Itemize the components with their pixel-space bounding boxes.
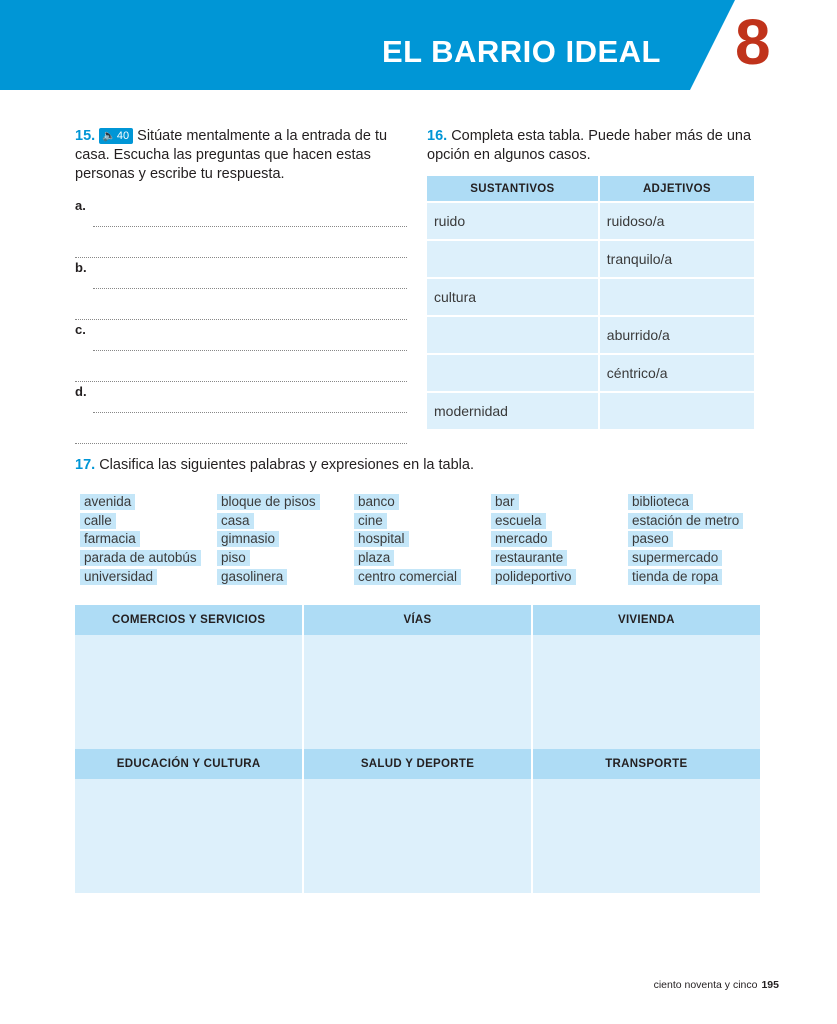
noun-cell[interactable]: [427, 317, 598, 353]
word-chip[interactable]: mercado: [491, 531, 628, 547]
word-chip[interactable]: piso: [217, 550, 354, 566]
category-header: EDUCACIÓN Y CULTURA: [75, 749, 303, 779]
answer-line[interactable]: [75, 443, 407, 444]
chapter-number: 8: [735, 6, 771, 78]
item-letter: d.: [75, 384, 87, 399]
word-chip[interactable]: calle: [80, 513, 217, 529]
exercise-15: [75, 127, 415, 184]
page-number: 195: [761, 979, 779, 991]
exercise-number: 17.: [75, 457, 96, 473]
column-header-adjectives: ADJETIVOS: [600, 176, 754, 201]
word-chip[interactable]: paseo: [628, 531, 768, 547]
category-header: COMERCIOS Y SERVICIOS: [75, 605, 303, 635]
word-chip[interactable]: tienda de ropa: [628, 569, 768, 585]
word-chip[interactable]: gasolinera: [217, 569, 354, 585]
word-chip[interactable]: avenida: [80, 494, 217, 510]
answer-row-continuation[interactable]: [75, 227, 407, 258]
answer-row-continuation[interactable]: [75, 413, 407, 444]
exercise-16: [427, 127, 767, 165]
category-answer-cell[interactable]: [75, 779, 303, 893]
word-chip[interactable]: farmacia: [80, 531, 217, 547]
item-letter: b.: [75, 260, 87, 275]
noun-cell[interactable]: [427, 241, 598, 277]
word-chip[interactable]: gimnasio: [217, 531, 354, 547]
word-chip[interactable]: universidad: [80, 569, 217, 585]
word-chip[interactable]: parada de autobús: [80, 550, 217, 566]
word-chip[interactable]: estación de metro: [628, 513, 768, 529]
adjective-cell[interactable]: aburrido/a: [600, 317, 754, 353]
exercise-17: [75, 456, 474, 475]
category-header: SALUD Y DEPORTE: [303, 749, 531, 779]
word-chip[interactable]: centro comercial: [354, 569, 491, 585]
chapter-title: EL BARRIO IDEAL: [381, 34, 661, 69]
column-header-nouns: SUSTANTIVOS: [427, 176, 598, 201]
table-row: [427, 241, 754, 277]
answer-row-a[interactable]: [75, 196, 407, 227]
word-chip[interactable]: supermercado: [628, 550, 768, 566]
word-chip[interactable]: plaza: [354, 550, 491, 566]
noun-cell[interactable]: cultura: [427, 279, 598, 315]
answer-lines: [75, 196, 407, 444]
speaker-icon: 🔈: [102, 130, 116, 142]
category-answer-cell[interactable]: [303, 635, 531, 749]
audio-track-badge[interactable]: [99, 128, 133, 144]
item-letter: a.: [75, 198, 86, 213]
word-chip[interactable]: escuela: [491, 513, 628, 529]
adjective-cell[interactable]: [600, 393, 754, 429]
category-answer-cell[interactable]: [532, 635, 760, 749]
word-chip[interactable]: banco: [354, 494, 491, 510]
table-row: [427, 279, 754, 315]
table-row: [427, 317, 754, 353]
category-header: VIVIENDA: [532, 605, 760, 635]
answer-row-continuation[interactable]: [75, 351, 407, 382]
word-chip[interactable]: casa: [217, 513, 354, 529]
exercise-instruction: Clasifica las siguientes palabras y expresiones en la tabla.: [99, 457, 474, 473]
table-row: [427, 393, 754, 429]
exercise-instruction: Sitúate mentalmente a la entrada de tu casa. Escucha las preguntas que hacen estas personas y escribe tu respuesta.: [75, 128, 388, 182]
exercise-number: 15.: [75, 128, 96, 144]
item-letter: c.: [75, 322, 86, 337]
noun-cell[interactable]: modernidad: [427, 393, 598, 429]
word-chip[interactable]: polideportivo: [491, 569, 628, 585]
word-chip[interactable]: hospital: [354, 531, 491, 547]
page-number-text: ciento noventa y cinco: [653, 979, 758, 991]
word-chip[interactable]: biblioteca: [628, 494, 768, 510]
adjective-cell[interactable]: [600, 279, 754, 315]
table-row: [427, 355, 754, 391]
adjective-cell[interactable]: céntrico/a: [600, 355, 754, 391]
answer-row-b[interactable]: [75, 258, 407, 289]
category-header: VÍAS: [303, 605, 531, 635]
noun-cell[interactable]: [427, 355, 598, 391]
exercise-instruction: Completa esta tabla. Puede haber más de una opción en algunos casos.: [427, 128, 752, 163]
noun-cell[interactable]: ruido: [427, 203, 598, 239]
page-footer: [654, 979, 779, 991]
word-chip[interactable]: bloque de pisos: [217, 494, 354, 510]
word-chip[interactable]: cine: [354, 513, 491, 529]
exercise-number: 16.: [427, 128, 448, 144]
answer-row-c[interactable]: [75, 320, 407, 351]
category-answer-cell[interactable]: [532, 779, 760, 893]
category-header: TRANSPORTE: [532, 749, 760, 779]
noun-adjective-table: [425, 174, 756, 431]
table-row: [427, 203, 754, 239]
adjective-cell[interactable]: tranquilo/a: [600, 241, 754, 277]
word-chip[interactable]: restaurante: [491, 550, 628, 566]
classification-table: [75, 605, 760, 893]
word-chip[interactable]: bar: [491, 494, 628, 510]
answer-row-continuation[interactable]: [75, 289, 407, 320]
audio-track-number: 40: [116, 130, 130, 142]
category-answer-cell[interactable]: [303, 779, 531, 893]
answer-row-d[interactable]: [75, 382, 407, 413]
adjective-cell[interactable]: ruidoso/a: [600, 203, 754, 239]
category-answer-cell[interactable]: [75, 635, 303, 749]
word-bank: [80, 494, 770, 585]
